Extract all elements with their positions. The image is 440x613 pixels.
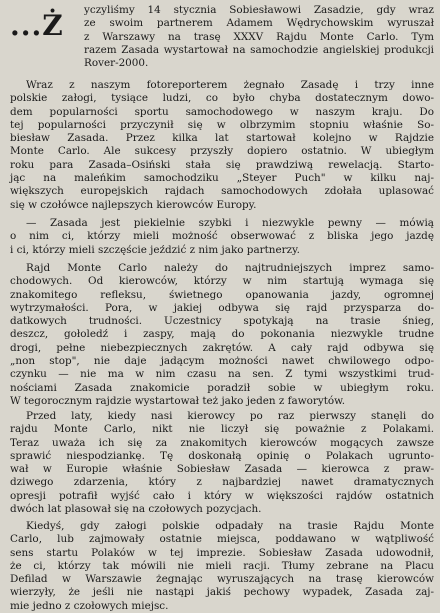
text-line: że ci, którzy tak mówili nie mieli racji. Tłumy zebrane na Placu bbox=[10, 559, 434, 572]
paragraph-6 bbox=[10, 520, 434, 613]
text-line: chodowych. Od kierowców, którzy w nim startują wymaga się bbox=[10, 275, 434, 288]
text-line: Teraz uważa ich się za znakomitych kierowców mogących zawsze bbox=[10, 436, 434, 449]
text-line: czynku — nie ma w nim czasu na sen. Z tymi wszystkimi trud- bbox=[10, 368, 434, 381]
paragraph-3 bbox=[10, 217, 434, 257]
text-line: Defilad w Warszawie żegnając wyruszających na trasę kierowców bbox=[10, 573, 434, 586]
text-line: się w czołówce najlepszych kierowców Europy. bbox=[10, 198, 257, 211]
text-line: Kiedyś, gdy załogi polskie odpadały na trasie Rajdu Monte bbox=[26, 520, 434, 532]
text-line: biesław Zasada. Przez kilka lat startował kolejno w Rajdzie bbox=[10, 132, 434, 145]
text-line: Monte Carlo. Ale sukcesy przyszły dopiero ostatnio. W ubiegłym bbox=[10, 145, 434, 158]
text-line: yczyliśmy 14 stycznia Sobiesławowi Zasadzie, gdy wraz bbox=[84, 4, 434, 16]
text-line: większych europejskich rajdach samochodowych zdołała uplasować bbox=[10, 185, 434, 198]
text-line: Rover-2000. bbox=[84, 57, 149, 70]
paragraph-1 bbox=[84, 4, 434, 70]
article-page bbox=[4, 4, 436, 612]
text-line: sprawić niespodziankę. Tę doskonałą opinię o Polakach ugrunto- bbox=[10, 449, 434, 462]
text-line: polskie załogi, tysiące ludzi, co było chyba dostatecznym dowo- bbox=[10, 92, 434, 105]
text-line: tej popularności przyczynił się w olbrzymim stopniu właśnie So- bbox=[10, 118, 434, 131]
text-line: W tegorocznym rajdzie wystartował też jako jeden z faworytów. bbox=[10, 394, 346, 407]
text-line: o nim ci, którzy mieli możność obserwować z bliska jego jazdę bbox=[10, 230, 434, 243]
text-line: „non stop", nie daje jadącym możności nawet chwilowego odpo- bbox=[10, 355, 434, 368]
text-line: Rajd Monte Carlo należy do najtrudniejszych imprez samo- bbox=[26, 262, 434, 274]
text-line: nościami Zasada znakomicie poradził sobie w ubiegłym roku. bbox=[10, 381, 434, 394]
text-line: Carlo, lub zajmowały ostatnie miejsca, poddawano w wątpliwość bbox=[10, 533, 434, 546]
text-line: dem popularności sportu samochodowego w naszym kraju. Do bbox=[10, 105, 434, 118]
text-line: razem Zasada wystartował na samochodzie angielskiej produkcji bbox=[84, 43, 434, 56]
text-line: wierzyły, że jeśli nie nastąpi jakiś pechowy wypadek, Zasada zaj- bbox=[10, 586, 434, 599]
text-line: i ci, którzy mieli szczęście jeździć z nim jako partnerzy. bbox=[10, 243, 300, 256]
text-line: rajdu Monte Carlo, nikt nie liczył się poważnie z Polakami. bbox=[10, 423, 434, 436]
text-line: wał w Europie właśnie Sobiesław Zasada — kierowca z praw- bbox=[10, 463, 434, 476]
text-line: roku para Zasada–Osiński stała się prawdziwą rewelacją. Starto- bbox=[10, 158, 434, 171]
text-line: Wraz z naszym fotoreporterem żegnało Zasadę i trzy inne bbox=[26, 79, 434, 91]
text-line: sens startu Polaków w tej imprezie. Sobiesław Zasada udowodnił, bbox=[10, 546, 434, 559]
text-line: opresji potrafił wyjść cało i który w większości rajdów ostatnich bbox=[10, 489, 434, 502]
paragraph-2 bbox=[10, 79, 434, 212]
text-line: wytrzymałości. Pora, w jakiej odbywa się rajd przysparza do- bbox=[10, 301, 434, 314]
paragraph-5 bbox=[10, 410, 434, 516]
text-line: — Zasada jest piekielnie szybki i niezwykle pewny — mówią bbox=[26, 217, 434, 229]
text-line: deszcz, gołoledź i zaspy, mają do pokonania niezwykle trudne bbox=[10, 328, 434, 341]
text-line: dwóch lat plasował się na czołowych pozycjach. bbox=[10, 503, 262, 516]
paragraph-4 bbox=[10, 262, 434, 408]
drop-cap: ...Ż bbox=[10, 9, 64, 42]
text-line: znakomitego refleksu, świetnego opanowania jazdy, ogromnej bbox=[10, 288, 434, 301]
text-line: Przed laty, kiedy nasi kierowcy po raz pierwszy stanęli do bbox=[26, 410, 434, 422]
text-line: datkowych trudności. Uczestnicy spotykają na trasie śnieg, bbox=[10, 315, 434, 328]
text-line: ze swoim partnerem Adamem Wędrychowskim wyruszał bbox=[84, 17, 434, 30]
text-line: drogi, pełne niebezpiecznych zakrętów. A cały rajd odbywa się bbox=[10, 341, 434, 354]
text-line: jąc na maleńkim samochodziku „Steyer Puch" w kilku naj- bbox=[10, 172, 434, 185]
text-line: dziwego zdarzenia, który z najbardziej nawet dramatycznych bbox=[10, 476, 434, 489]
text-line: z Warszawy na trasę XXXV Rajdu Monte Carlo. Tym bbox=[84, 30, 434, 43]
text-line: mie jedno z czołowych miejsc. bbox=[10, 599, 169, 612]
